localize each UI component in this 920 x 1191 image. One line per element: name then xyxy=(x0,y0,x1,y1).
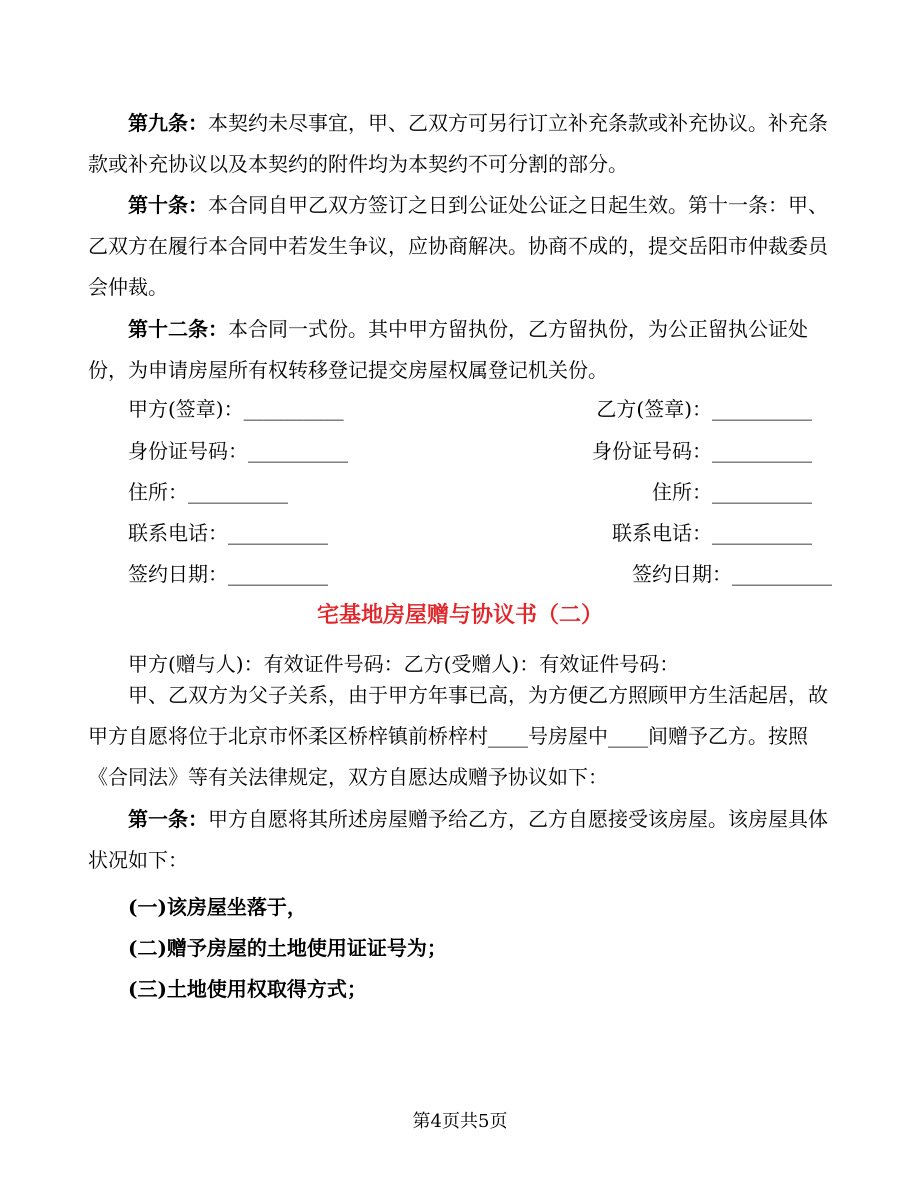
party-a-address: 住所：__________ xyxy=(128,480,288,504)
section-9-text: 本契约未尽事宜，甲、乙双方可另行订立补充条款或补充协议。补充条款或补充协议以及本契约的附件均为本契约不可分割的部分。 xyxy=(88,111,828,176)
party-b-date: 签约日期：__________ xyxy=(632,562,832,586)
party-a-date: 签约日期：__________ xyxy=(128,562,328,586)
item-3: (三)土地使用权取得方式； xyxy=(128,977,367,1001)
party-b-signature: 乙方(签章)：__________ xyxy=(596,397,812,421)
section-10-text: 本合同自甲乙双方签订之日到公证处公证之日起生效。第十一条：甲、乙双方在履行本合同中若发生争议，应协商解决。协商不成的，提交岳阳市仲裁委员会仲裁。 xyxy=(88,193,828,299)
section-12-label: 第十二条： xyxy=(128,317,228,341)
party-b-phone: 联系电话：__________ xyxy=(612,521,812,545)
page-footer: 第4页共5页 xyxy=(412,1111,508,1132)
item-1: (一)该房屋坐落于， xyxy=(128,895,307,919)
section-12 xyxy=(88,309,834,391)
party-a-phone: 联系电话：__________ xyxy=(128,521,328,545)
section-1-label: 第一条： xyxy=(128,807,208,831)
section-10-label: 第十条： xyxy=(128,193,208,217)
party-a-id: 身份证号码：__________ xyxy=(128,439,348,463)
party-b-address: 住所：__________ xyxy=(652,480,812,504)
section-9-label: 第九条： xyxy=(128,111,208,135)
party-a-signature: 甲方(签章)：__________ xyxy=(128,397,344,421)
section-9 xyxy=(88,103,834,185)
party-b-id: 身份证号码：__________ xyxy=(592,439,812,463)
section-10 xyxy=(88,185,834,308)
item-2: (二)赠予房屋的土地使用证证号为； xyxy=(128,936,447,960)
section-1-text: 甲方自愿将其所述房屋赠予给乙方，乙方自愿接受该房屋。该房屋具体状况如下： xyxy=(88,807,828,872)
section-12-text: 本合同一式份。其中甲方留执份，乙方留执份，为公正留执公证处份，为申请房屋所有权转移登记提交房屋权属登记机关份。 xyxy=(88,317,808,382)
relation-paragraph: 甲、乙双方为父子关系，由于甲方年事已高，为方便乙方照顾甲方生活起居，故甲方自愿将位于北京市怀柔区桥梓镇前桥梓村____号房屋中____间赠予乙方。按照《合同法》等有关法律规定，双方自愿达成赠予协议如下： xyxy=(88,683,828,789)
parties-intro: 甲方(赠与人)：有效证件号码：乙方(受赠人)：有效证件号码： xyxy=(128,652,680,676)
document-title: 宅基地房屋赠与协议书（二） xyxy=(316,602,603,628)
section-1 xyxy=(88,799,834,881)
